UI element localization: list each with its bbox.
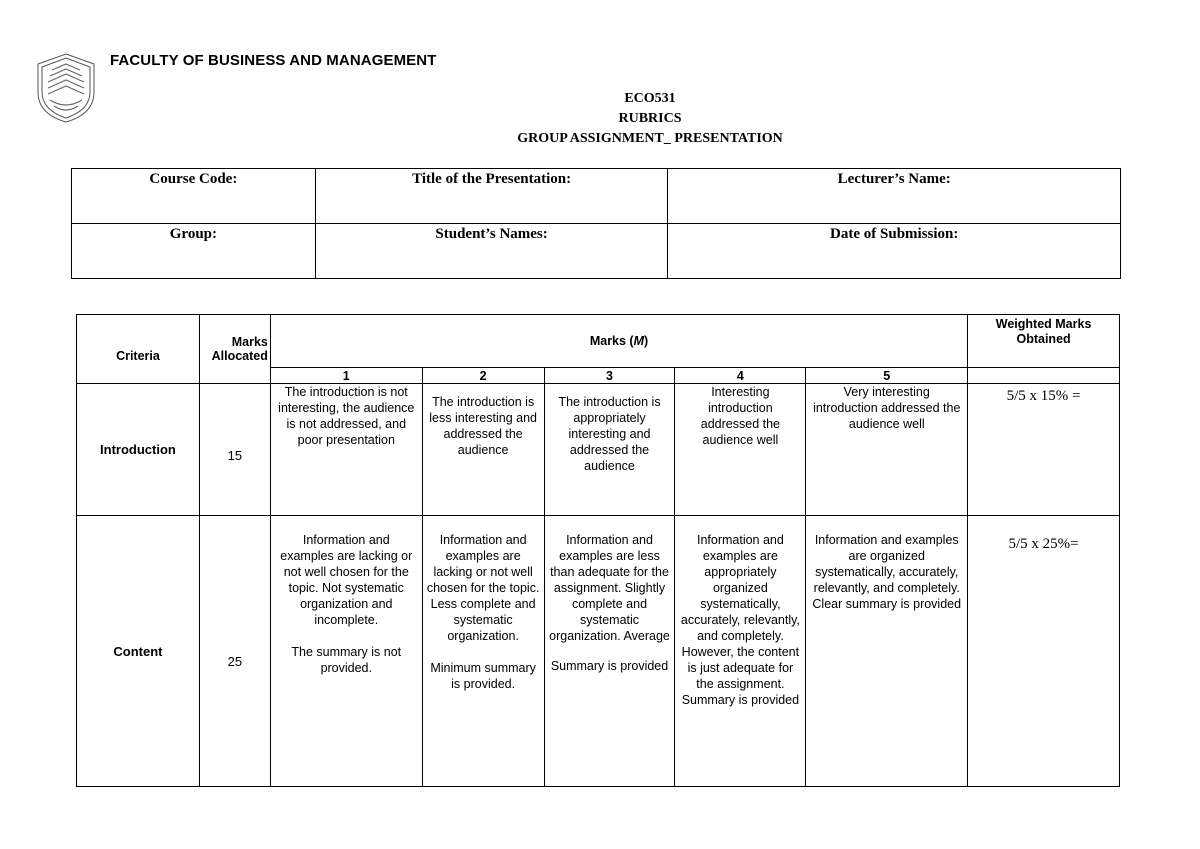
- intro-level-2: The introduction is less interesting and addressed the audience: [422, 384, 544, 516]
- criteria-content: Content: [77, 516, 200, 787]
- assignment-heading: GROUP ASSIGNMENT_ PRESENTATION: [517, 131, 783, 146]
- intro-level-1: The introduction is not interesting, the audience is not addressed, and poor presentation: [270, 384, 422, 516]
- weighted-content[interactable]: 5/5 x 25%=: [968, 516, 1120, 787]
- faculty-title: FACULTY OF BUSINESS AND MANAGEMENT: [110, 52, 437, 69]
- course-code-heading: ECO531: [624, 91, 676, 106]
- rubrics-heading: RUBRICS: [618, 111, 682, 126]
- intro-level-4: Interesting introduction addressed the audience well: [675, 384, 806, 516]
- scale-2: 2: [422, 368, 544, 384]
- marks-header-suffix: ): [644, 334, 649, 348]
- allocated-content: 25: [199, 516, 270, 787]
- content-level-3: [544, 516, 675, 787]
- marks-allocated-header: Marks Allocated: [199, 315, 270, 384]
- scale-3: 3: [544, 368, 675, 384]
- info-table: [71, 168, 1121, 279]
- allocated-introduction: 15: [199, 384, 270, 516]
- course-code-field[interactable]: Course Code:: [72, 169, 316, 224]
- intro-level-3: The introduction is appropriately interesting and addressed the audience: [544, 384, 675, 516]
- weighted-introduction[interactable]: 5/5 x 15% =: [968, 384, 1120, 516]
- content-level-3-text: Information and examples are less than adequate for the assignment. Slightly complete and systematic organization. Average: [549, 533, 670, 643]
- scale-4: 4: [675, 368, 806, 384]
- group-field[interactable]: Group:: [72, 224, 316, 279]
- table-row: [77, 384, 1120, 516]
- lecturer-name-field[interactable]: Lecturer’s Name:: [668, 169, 1121, 224]
- content-level-2-summary: Minimum summary is provided.: [430, 661, 536, 691]
- student-names-field[interactable]: Student’s Names:: [315, 224, 668, 279]
- presentation-title-field[interactable]: Title of the Presentation:: [315, 169, 668, 224]
- content-level-2: [422, 516, 544, 787]
- rubric-table: [76, 314, 1120, 787]
- intro-level-5: Very interesting introduction addressed the audience well: [806, 384, 968, 516]
- marks-header: [270, 315, 967, 368]
- content-level-4: Information and examples are appropriately organized systematically, accurately, relevantly, and completely. However, the content is just adequate for the assignment. Summary is provided: [675, 516, 806, 787]
- university-logo-icon: [34, 52, 98, 124]
- content-level-1: [270, 516, 422, 787]
- content-level-2-text: Information and examples are lacking or not well chosen for the topic. Less complete and systematic organization.: [426, 533, 540, 643]
- marks-header-prefix: Marks (: [589, 334, 634, 348]
- table-row: [77, 516, 1120, 787]
- content-level-5: Information and examples are organized systematically, accurately, relevantly, and completely. Clear summary is provided: [806, 516, 968, 787]
- content-level-3-summary: Summary is provided: [550, 659, 669, 673]
- criteria-introduction: Introduction: [77, 384, 200, 516]
- weighted-scale-blank: [968, 368, 1120, 384]
- submission-date-field[interactable]: Date of Submission:: [668, 224, 1121, 279]
- scale-1: 1: [270, 368, 422, 384]
- scale-5: 5: [806, 368, 968, 384]
- content-level-1-text: Information and examples are lacking or not well chosen for the topic. Not systematic organization and incomplete.: [280, 533, 413, 627]
- criteria-header: Criteria: [77, 315, 200, 384]
- weighted-marks-header: Weighted Marks Obtained: [968, 315, 1120, 368]
- marks-header-symbol: M: [633, 334, 645, 348]
- content-level-1-summary: The summary is not provided.: [291, 645, 402, 675]
